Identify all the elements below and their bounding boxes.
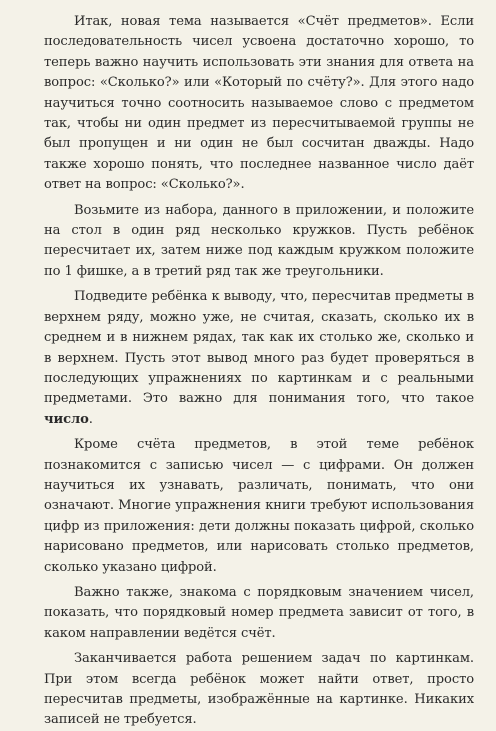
paragraph-ordinal — [44, 583, 474, 644]
paragraph-conclusion — [44, 287, 474, 430]
paragraph-text: Итак, новая тема называется «Счёт предметов». Если последовательность чисел усвоена достаточно хорошо, то теперь важно научить использовать эти знания для ответа на вопрос: «Сколько?» или «Который по счёту?». Для этого надо научиться точно соотносить называемое слово с предметом так, чтобы ни один предмет из пересчитываемой группы не был пропущен и ни один не был сосчитан дважды. Надо также хорошо понять, что последнее названное число даёт ответ на вопрос: «Сколько?». — [44, 14, 474, 193]
paragraph-counting-exercise — [44, 201, 474, 283]
paragraph-text: Заканчивается работа решением задач по картинкам. При этом всегда ребёнок может найти ответ, просто пересчитав предметы, изображённые на картинке. Никаких записей не требуется. — [44, 651, 474, 728]
paragraph-text: Возьмите из набора, данного в приложении, и положите на стол в один ряд несколько кружков. Пусть ребёнок пересчитает их, затем ниже под каждым кружком положите по 1 фишке, а в третий ряд так же треугольники. — [44, 202, 474, 279]
paragraph-text: Подведите ребёнка к выводу, что, пересчитав предметы в верхнем ряду, можно уже, не считая, сказать, сколько их в среднем и в нижнем рядах, так как их столько же, сколько и в верхнем. Пусть этот вывод много раз будет проверяться в последующих упражнениях по картинкам и с реальными предметами. Это важно для понимания того, что такое — [44, 289, 474, 407]
paragraph-text: Важно также, знакома с порядковым значением чисел, показать, что порядковый номер предмета зависит от того, в каком направлении ведётся счёт. — [44, 584, 474, 641]
paragraph-digits — [44, 435, 474, 578]
paragraph-topic-intro — [44, 12, 474, 196]
emphasized-term: число — [44, 411, 89, 427]
paragraph-tasks — [44, 649, 474, 731]
paragraph-text: Кроме счёта предметов, в этой теме ребёнок познакомится с записью чисел — с цифрами. Он должен научиться их узнавать, различать, понимать, что они означают. Многие упражнения книги требуют использования цифр из приложения: дети должны показать цифрой, сколько нарисовано предметов, или нарисовать столько предметов, сколько указано цифрой. — [44, 437, 474, 575]
paragraph-text-end: . — [88, 411, 93, 427]
